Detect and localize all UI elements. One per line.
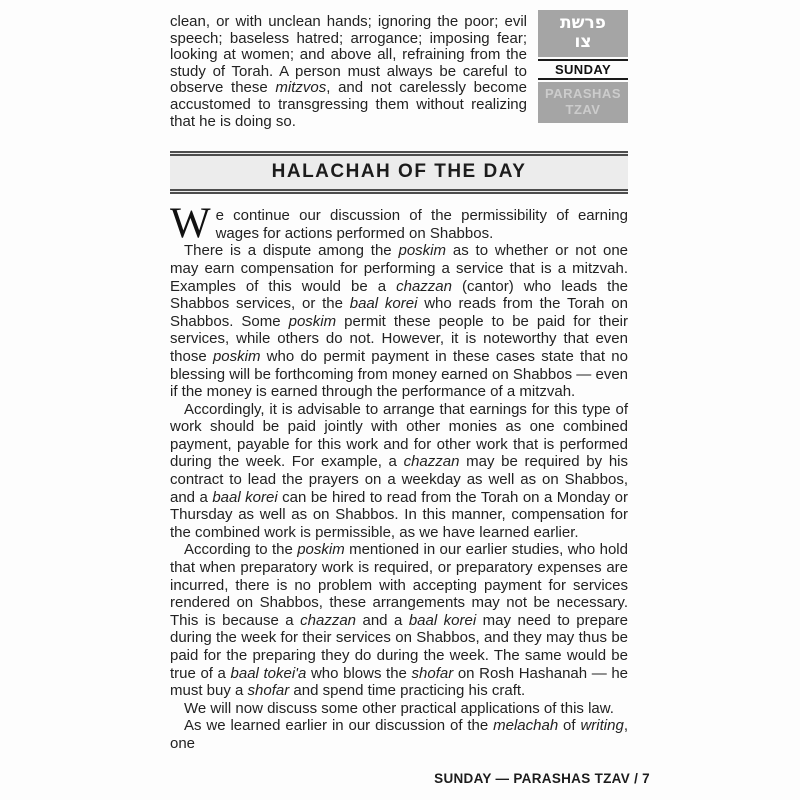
drop-cap: W: [170, 200, 211, 248]
parashah-tab: [538, 82, 628, 123]
opening-paragraph-text: e continue our discussion of the permissibility of earning wages for actions performed on Shabbos.: [215, 207, 628, 242]
opening-paragraph: [170, 200, 628, 248]
page-footer: SUNDAY — PARASHAS TZAV / 7: [434, 771, 650, 786]
day-label: SUNDAY: [538, 59, 628, 80]
hebrew-tab-line-1: פרשת: [560, 13, 606, 33]
section-title: HALACHAH OF THE DAY: [271, 161, 527, 183]
section-header-box: [170, 151, 628, 194]
continuation-paragraph: clean, or with unclean hands; ignoring the poor; evil speech; baseless hatred; arrogance; imposing fear; looking at women; and above all, refraining from the study of Torah. A person must always be careful to observe these mitzvos, and not carelessly become accustomed to transgressing them without realizing that he is doing so.: [170, 13, 527, 130]
hebrew-tab-line-2: צו: [574, 32, 592, 52]
parashah-sidebar: [538, 10, 628, 130]
article-paragraph: There is a dispute among the poskim as to whether or not one may earn compensation for performing a service that is a mitzvah. Examples of this would be a chazzan (cantor) who leads the Shabbos services, or the baal korei who reads from the Torah on Shabbos. Some poskim permit these people to be paid for their services, while others do not. However, it is noteworthy that even those poskim who do permit payment in these cases state that no blessing will be forthcoming from money earned on Shabbos — even if the money is earned through the performance of a mitzvah.: [170, 242, 629, 401]
parashah-tab-line-1: PARASHAS: [545, 86, 621, 101]
top-section: [170, 14, 628, 130]
hebrew-parashah-tab: [538, 10, 628, 57]
article-paragraph: According to the poskim mentioned in our earlier studies, who hold that when preparatory work is required, or preparatory expenses are incurred, there is no problem with accepting payment for services rendered on Shabbos, these arrangements may not be necessary. This is because a chazzan and a baal korei may need to prepare during the week for their services on Shabbos, and they may thus be paid for the preparing they do during the week. The same would be true of a baal tokei'a who blows the shofar on Rosh Hashanah — he must buy a shofar and spend time practicing his craft.: [170, 541, 629, 700]
article-paragraph: Accordingly, it is advisable to arrange that earnings for this type of work should be paid jointly with other monies as one combined payment, payable for this work and for other work that is performed during the week. For example, a chazzan may be required by his contract to lead the prayers on a weekday as well as on Shabbos, and a baal korei can be hired to read from the Torah on a Monday or Thursday as well as on Shabbos. In this manner, compensation for the combined work is permissible, as we have learned earlier.: [170, 400, 628, 541]
page-content: [170, 0, 628, 753]
article-paragraph: As we learned earlier in our discussion of the melachah of writing, one: [170, 717, 628, 752]
parashah-tab-line-2: TZAV: [565, 102, 601, 117]
article-paragraph: We will now discuss some other practical applications of this law.: [184, 699, 614, 717]
article-body: [170, 200, 629, 752]
